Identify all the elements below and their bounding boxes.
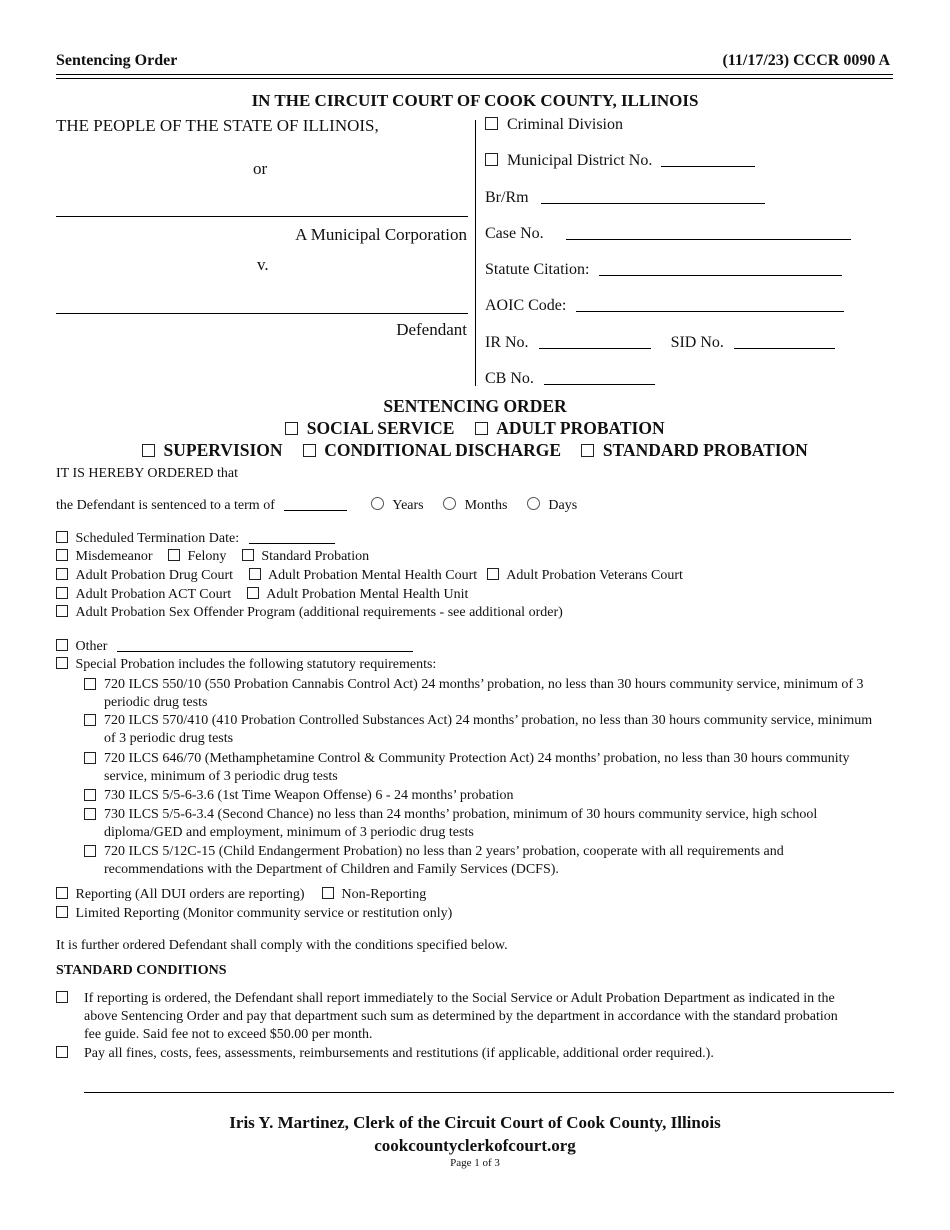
misdemeanor-checkbox[interactable] [56,549,68,561]
defendant-name-line[interactable] [56,313,468,314]
ir-no-field[interactable] [539,335,651,349]
further-ordered-text: It is further ordered Defendant shall comply with the conditions specified below. [56,938,508,953]
special-probation-label: Special Probation includes the following statutory requirements: [75,657,437,672]
reporting-label: Reporting (All DUI orders are reporting) [75,887,305,902]
felony-checkbox[interactable] [168,549,180,561]
offense-class-row [56,549,369,565]
other-row [56,638,413,655]
order-type-row-1 [0,418,950,439]
social-service-checkbox[interactable] [285,422,298,435]
standard-condition-1-text: If reporting is ordered, the Defendant shall report immediately to the Social Service or Adult Probation Department as indicated in the above Sentencing Order and pay that department such sum as determined by the department in accordance with the standard probation fee guide. Said fee not to exceed $50.00 per month. [84,991,838,1042]
municipal-district-checkbox[interactable] [485,153,498,166]
supervision-label: SUPERVISION [163,440,283,460]
statute-5-checkbox[interactable] [84,808,96,820]
days-radio[interactable] [527,497,540,510]
municipality-name-line[interactable] [56,216,468,217]
municipal-district-row [485,152,755,170]
standard-probation-title-checkbox[interactable] [581,444,594,457]
months-label: Months [464,498,508,513]
days-label: Days [548,498,578,513]
municipal-district-label: Municipal District No. [507,152,653,169]
scheduled-termination-label: Scheduled Termination Date: [75,531,240,546]
criminal-division-checkbox[interactable] [485,117,498,130]
act-court-checkbox[interactable] [56,587,68,599]
standard-probation-title-label: STANDARD PROBATION [602,440,808,460]
term-label: the Defendant is sentenced to a term of [56,498,275,513]
order-type-row-2 [0,440,950,461]
clerk-website: cookcountyclerkofcourt.org [374,1136,576,1155]
criminal-division-row [485,116,623,134]
sid-no-field[interactable] [734,335,835,349]
adult-probation-checkbox[interactable] [475,422,488,435]
aoic-code-label: AOIC Code: [485,297,567,314]
sex-offender-label: Adult Probation Sex Offender Program (additional requirements - see additional order) [75,605,563,620]
case-no-field[interactable] [566,226,851,240]
people-label: THE PEOPLE OF THE STATE OF ILLINOIS, [56,116,379,135]
cb-no-field[interactable] [544,371,655,385]
scheduled-termination-checkbox[interactable] [56,531,68,543]
statute-4-checkbox[interactable] [84,789,96,801]
sid-no-label: SID No. [670,334,724,351]
drug-court-label: Adult Probation Drug Court [75,568,233,583]
reporting-row [56,887,426,903]
page-number: Page 1 of 3 [450,1157,500,1169]
standard-probation-checkbox[interactable] [242,549,254,561]
non-reporting-label: Non-Reporting [341,887,427,902]
form-number: (11/17/23) CCCR 0090 A [722,52,890,69]
special-probation-row [56,657,436,673]
other-checkbox[interactable] [56,639,68,651]
ordered-text: IT IS HEREBY ORDERED that [56,466,238,481]
court-title: IN THE CIRCUIT COURT OF COOK COUNTY, ILLINOIS [251,91,699,110]
veterans-court-checkbox[interactable] [487,568,499,580]
term-row [56,497,577,514]
br-rm-row [485,189,765,207]
or-label: or [253,159,268,178]
statute-citation-label: Statute Citation: [485,261,590,278]
statute-3-checkbox[interactable] [84,752,96,764]
reporting-checkbox[interactable] [56,887,68,899]
header-rule-bottom [56,78,893,79]
statute-citation-row [485,261,842,279]
courts-row-1 [56,568,683,584]
defendant-label: Defendant [396,320,467,339]
act-court-label: Adult Probation ACT Court [75,587,232,602]
mental-health-court-checkbox[interactable] [249,568,261,580]
limited-reporting-label: Limited Reporting (Monitor community service or restitution only) [75,906,453,921]
standard-condition-2-text: Pay all fines, costs, fees, assessments, reimbursements and restitutions (if applicable, additional order required.). [84,1046,714,1061]
years-label: Years [392,498,424,513]
drug-court-checkbox[interactable] [56,568,68,580]
cb-no-label: CB No. [485,370,534,387]
months-radio[interactable] [443,497,456,510]
clerk-name: Iris Y. Martinez, Clerk of the Circuit Court of Cook County, Illinois [229,1113,721,1132]
veterans-court-label: Adult Probation Veterans Court [506,568,683,583]
statute-5-text: 730 ILCS 5/5-6-3.4 (Second Chance) no less than 24 months’ probation, minimum of 30 hours community service, high school diploma/GED and employment, minimum of 3 periodic drug tests [104,807,818,840]
ir-sid-row [485,334,835,352]
sex-offender-row [56,605,563,621]
other-field[interactable] [117,638,413,652]
criminal-division-label: Criminal Division [507,116,623,133]
statute-2-checkbox[interactable] [84,714,96,726]
other-label: Other [75,639,108,654]
aoic-code-row [485,297,844,315]
statute-1-checkbox[interactable] [84,678,96,690]
felony-label: Felony [187,549,227,564]
term-field[interactable] [284,497,347,511]
order-title: SENTENCING ORDER [383,396,567,416]
courts-row-2 [56,587,468,603]
misdemeanor-label: Misdemeanor [75,549,153,564]
mental-health-unit-label: Adult Probation Mental Health Unit [266,587,469,602]
conditional-discharge-checkbox[interactable] [303,444,316,457]
municipal-district-field[interactable] [661,153,755,167]
case-no-label: Case No. [485,225,544,242]
footer-rule [84,1092,894,1093]
standard-condition-1-checkbox[interactable] [56,991,68,1003]
statute-3-text: 720 ILCS 646/70 (Methamphetamine Control & Community Protection Act) 24 months’ probation, no less than 30 hours community service, minimum of 3 periodic drug tests [104,751,850,784]
non-reporting-checkbox[interactable] [322,887,334,899]
scheduled-termination-row [56,530,335,547]
header-rule-top [56,74,893,75]
sex-offender-checkbox[interactable] [56,605,68,617]
aoic-code-field[interactable] [576,298,844,312]
br-rm-label: Br/Rm [485,189,529,206]
statute-4-text: 730 ILCS 5/5-6-3.6 (1st Time Weapon Offense) 6 - 24 months’ probation [104,788,514,803]
statute-1-text: 720 ILCS 550/10 (550 Probation Cannabis Control Act) 24 months’ probation, no less than 30 hours community service, minimum of 3 periodic drug tests [104,677,864,710]
cb-no-row [485,370,655,388]
adult-probation-label: ADULT PROBATION [496,418,665,438]
statute-6-checkbox[interactable] [84,845,96,857]
limited-reporting-row [56,906,452,922]
statute-citation-field[interactable] [599,262,842,276]
standard-condition-2-checkbox[interactable] [56,1046,68,1058]
mental-health-unit-checkbox[interactable] [247,587,259,599]
special-probation-checkbox[interactable] [56,657,68,669]
supervision-checkbox[interactable] [142,444,155,457]
standard-probation-label: Standard Probation [261,549,370,564]
ir-no-label: IR No. [485,334,529,351]
scheduled-termination-field[interactable] [249,530,335,544]
years-radio[interactable] [371,497,384,510]
statute-6-text: 720 ILCS 5/12C-15 (Child Endangerment Probation) no less than 2 years’ probation, cooperate with all requirements and recommendations with the Department of Children and Family Services (DCFS). [104,844,784,877]
versus-label: v. [257,255,269,274]
mental-health-court-label: Adult Probation Mental Health Court [268,568,478,583]
municipal-corporation-label: A Municipal Corporation [295,225,467,244]
caption-divider [475,120,476,386]
social-service-label: SOCIAL SERVICE [306,418,455,438]
br-rm-field[interactable] [541,190,765,204]
standard-conditions-heading: STANDARD CONDITIONS [56,963,227,978]
form-name: Sentencing Order [56,52,178,69]
statute-2-text: 720 ILCS 570/410 (410 Probation Controlled Substances Act) 24 months’ probation, no less than 30 hours community service, minimum of 3 periodic drug tests [104,713,873,746]
case-no-row [485,225,851,243]
limited-reporting-checkbox[interactable] [56,906,68,918]
conditional-discharge-label: CONDITIONAL DISCHARGE [324,440,562,460]
